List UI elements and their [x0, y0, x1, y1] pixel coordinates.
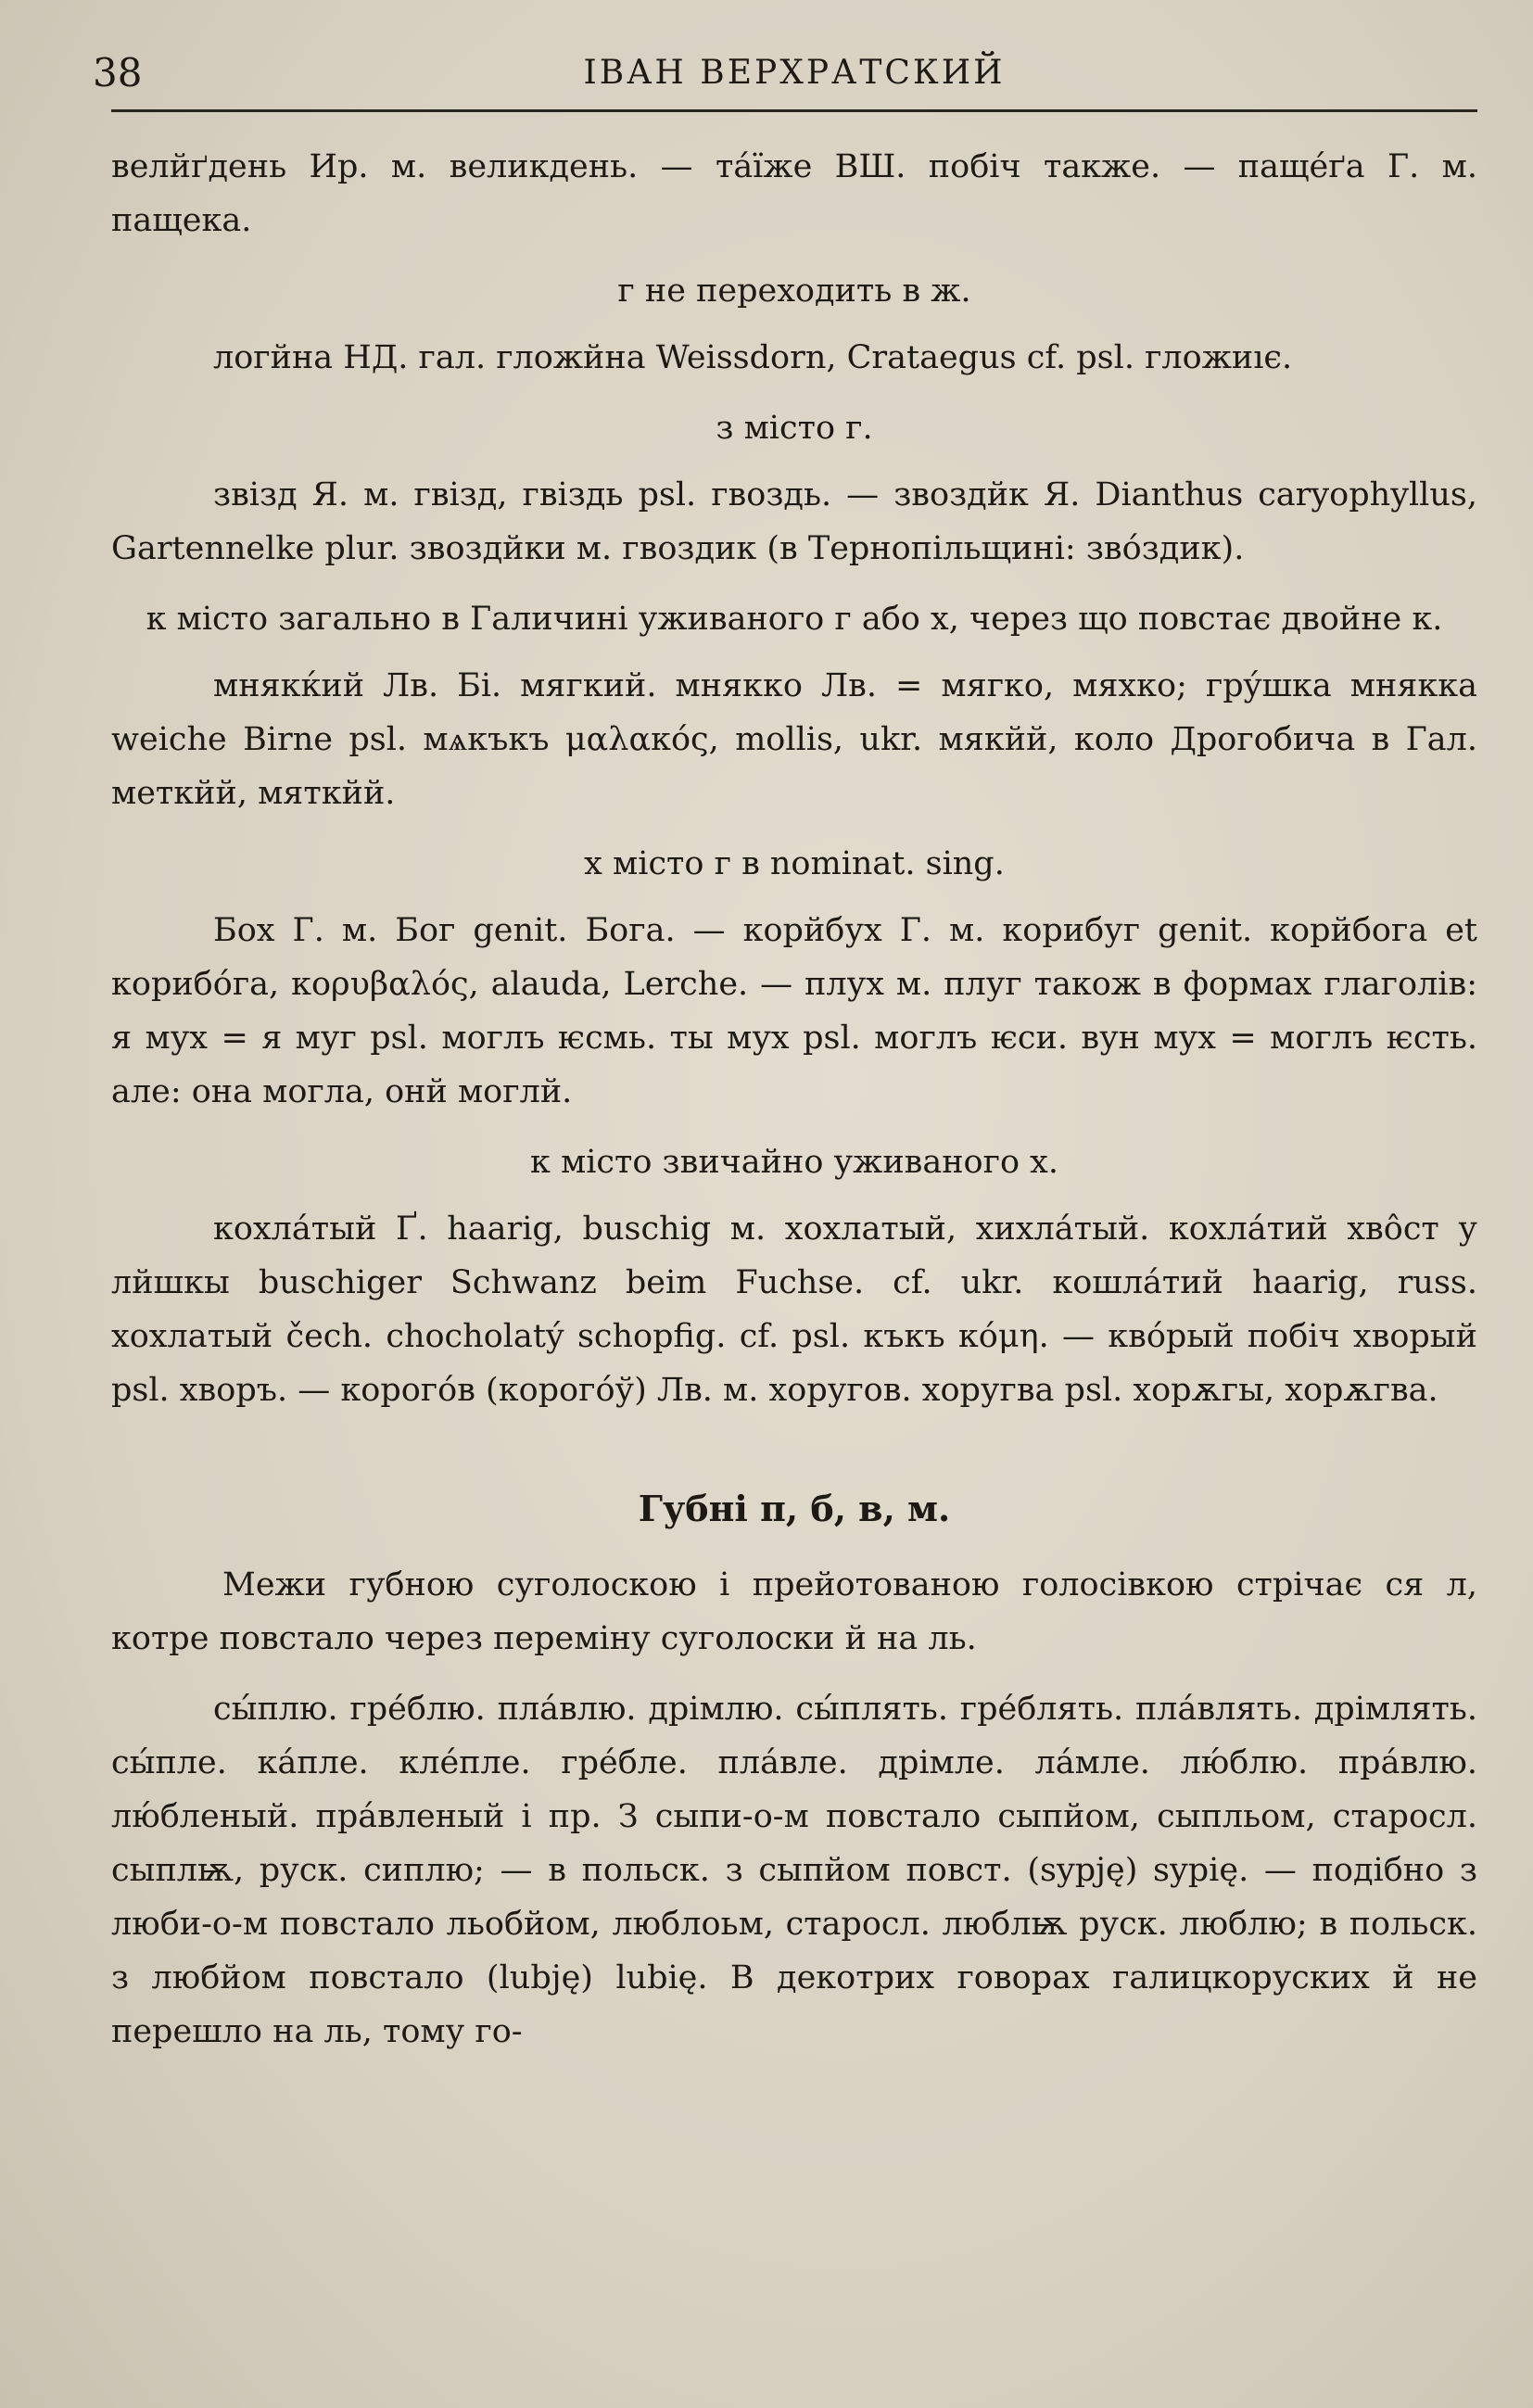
page-header	[93, 37, 1477, 112]
body-paragraph: Межи губною суголоскою і прейотованою голосівкою стрічає ся л, котре повстало через переміну суголоски й на ль.	[111, 1566, 1477, 1657]
page-number: 38	[93, 50, 143, 95]
dictionary-entry: Бох Г. м. Бог genit. Бога. — корйбух Г. м. корибуг genit. корйбога et корибóга, κορυβαλός, alauda, Lerche. — плух м. плуг також в формах глаголів: я мух = я муг psl. моглъ ѥсмь. ты мух psl. моглъ ѥси. вун мух = моглъ ѥсть. але: она могла, онй моглй.	[111, 912, 1477, 1110]
dictionary-entry: логйна НД. гал. гложйна Weissdorn, Crataegus cf. psl. гложиıє.	[213, 339, 1293, 376]
section-heading: з місто г.	[716, 410, 873, 447]
section-heading: х місто г в nominat. sing.	[584, 845, 1005, 882]
dictionary-entry: звізд Я. м. гвізд, гвіздь psl. гвоздь. — звоздйк Я. Dianthus caryophyllus, Gartennelke plur. звоздйки м. гвоздик (в Тернопільщині: звóздик).	[111, 476, 1477, 567]
dictionary-entry: мнякќий Лв. Бі. мягкий. мнякко Лв. = мягко, мяхко; грýшка мнякка weiche Birne psl. мѧкъкъ μαλακός, mollis, ukr. мякйй, коло Дрогобича в Гал. меткйй, мяткйй.	[111, 667, 1477, 812]
page-body	[111, 140, 1477, 2059]
running-title: ІВАН ВЕРХРАТСКИЙ	[583, 54, 1006, 92]
dictionary-entry: кохлáтый Ґ. haarig, buschig м. хохлатый, хихлáтый. кохлáтий хвôст у лйшкы buschiger Schwanz beim Fuchse. cf. ukr. кошлáтий haarig, russ. хохлатый čech. chocholatý schopfig. cf. psl. къкъ κόμη. — квóрый побіч хворый psl. хворъ. — корогóв (корогóў) Лв. м. хоругов. хоругва psl. хорѫгы, хорѫгва.	[111, 1210, 1477, 1409]
section-heading: к місто загально в Галичині уживаного г або х, через що повстає двойне к.	[146, 601, 1443, 638]
dictionary-entry: сы́плю. грéблю. плáвлю. дрімлю. сы́плять. грéблять. плáвлять. дрімлять. сы́пле. кáпле. клéпле. грéбле. плáвле. дрімле. лáмле. лю́блю. прáвлю. лю́бленый. прáвленый і пр. З сыпи-о-м повстало сыпйом, сыпльом, старосл. сыплѭ, руск. сиплю; — в польск. з сыпйом повст. (sypję) sypię. — подібно з люби-о-м повстало льобйом, люблоьм, старосл. люблѭ руск. люблю; в польск. з любйом повстало (lubję) lubię. В декотрих говорах галицкоруских й не перешло на ль, тому го-	[111, 1691, 1477, 2050]
chapter-heading: Губні п, б, в, м.	[638, 1488, 951, 1529]
dictionary-entry: велйґдень Ир. м. великдень. — тáїже ВШ. побіч также. — пащéґа Г. м. пащека.	[111, 148, 1477, 239]
section-heading: к місто звичайно уживаного х.	[529, 1144, 1059, 1181]
section-heading: г не переходить в ж.	[617, 272, 971, 310]
